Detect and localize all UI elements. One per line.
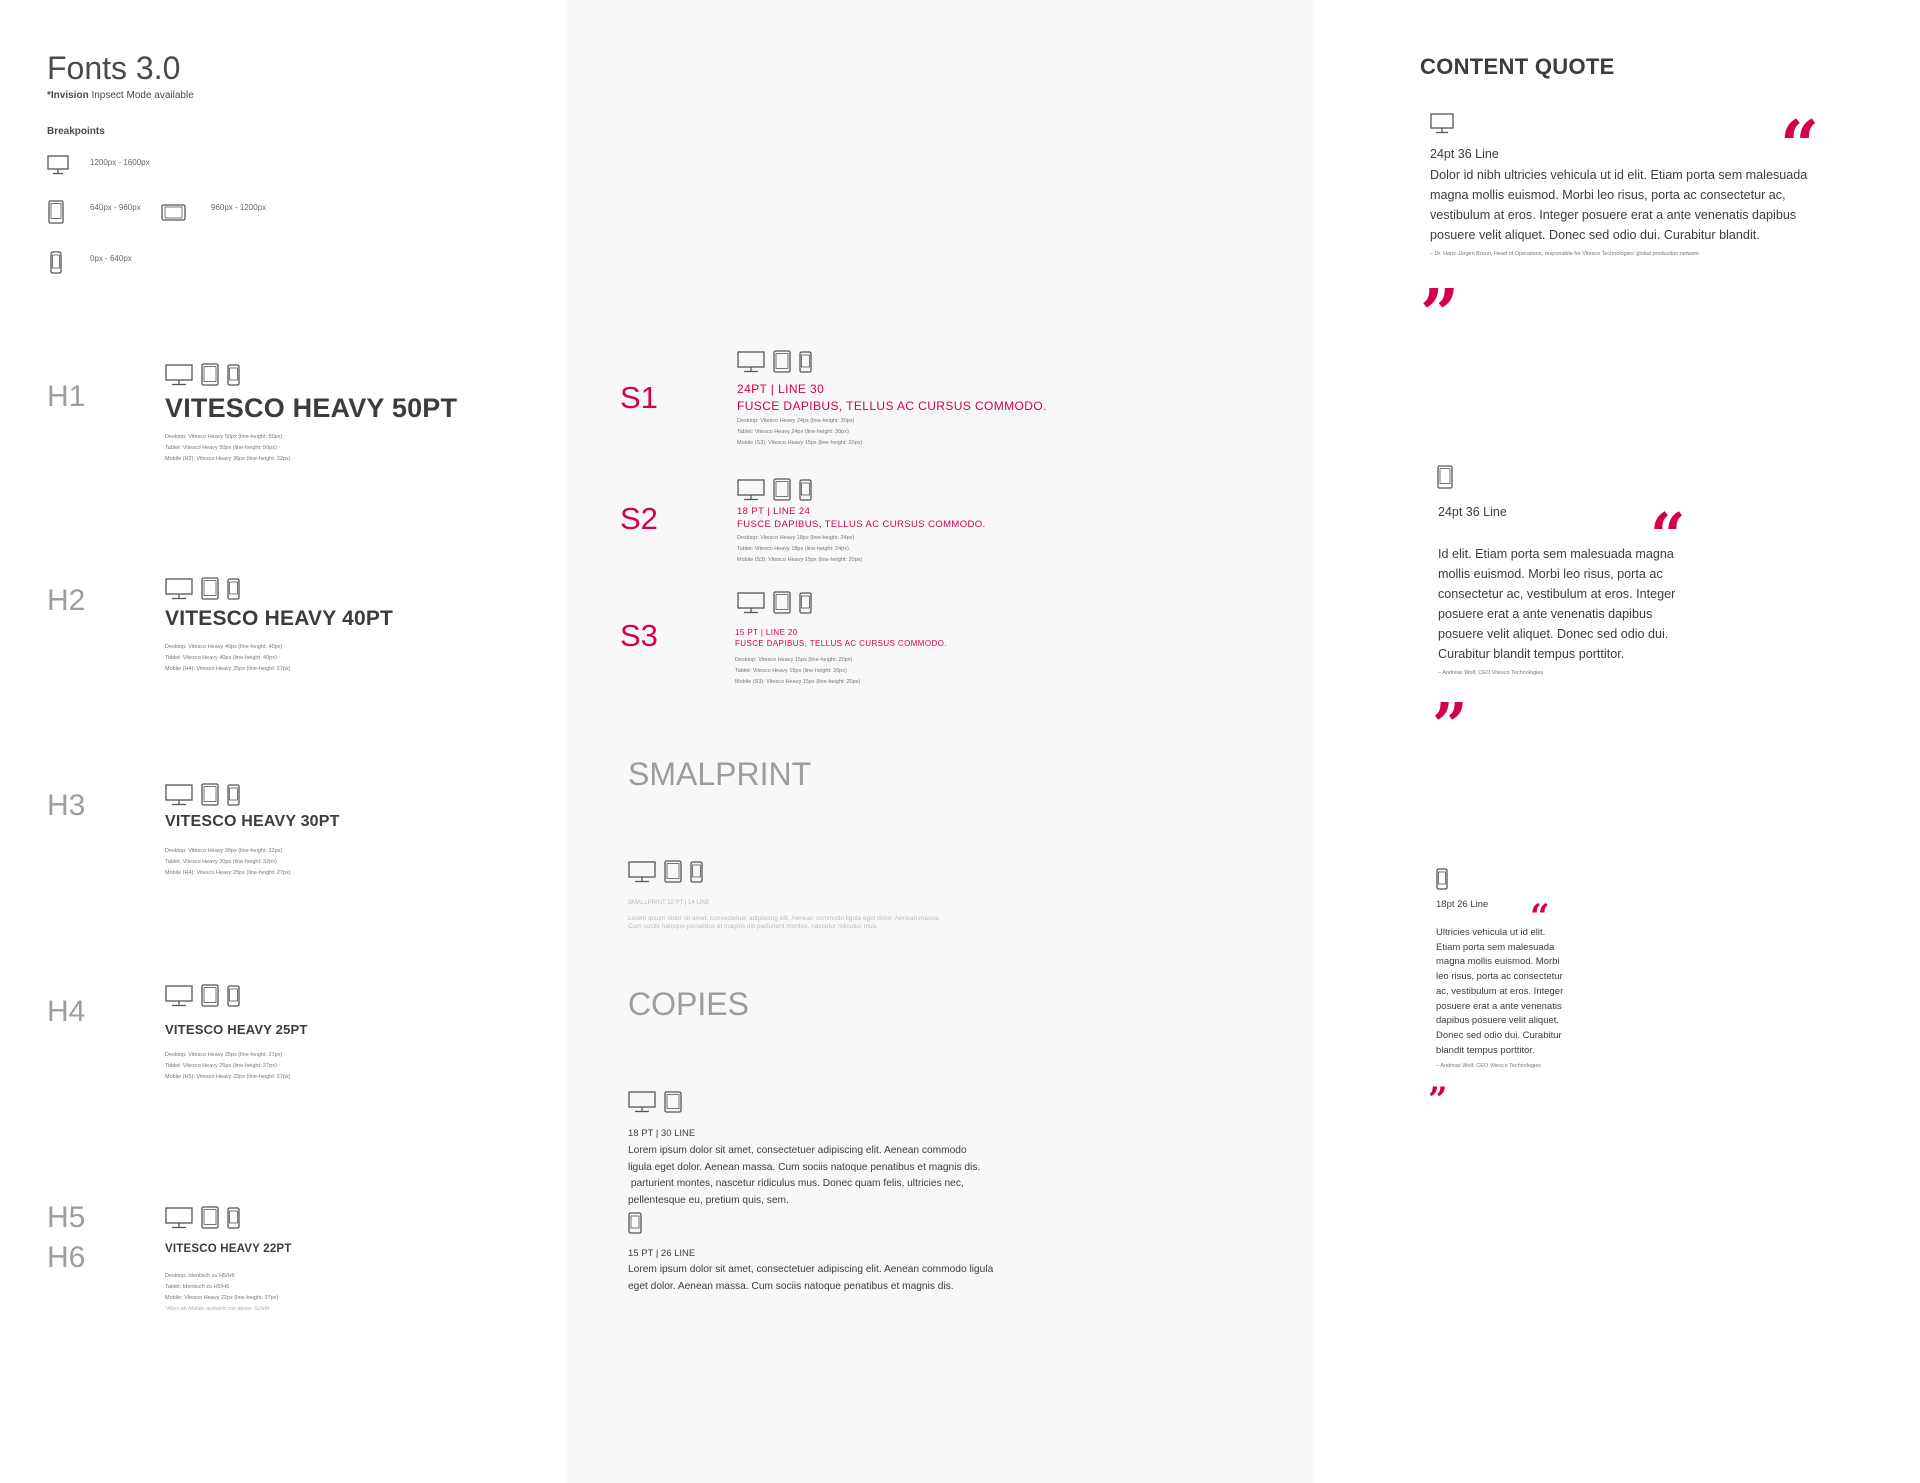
quote-mobile-caption: 18pt 26 Line	[1436, 899, 1489, 910]
h2-label: H2	[47, 584, 86, 617]
quote-line: Etiam porta sem malesuada	[1436, 941, 1555, 953]
spec-desktop: Desktop: Vitesco Heavy 24px (line-height: 30px)	[737, 418, 855, 424]
tablet-icon	[1437, 465, 1453, 489]
device-icons-h4	[165, 984, 240, 1007]
mobile-icon	[690, 861, 703, 883]
mobile-icon	[227, 1207, 240, 1229]
tablet-icon	[664, 860, 682, 883]
spec-tablet: Tablet: Vitesco Heavy 50px (line-height: 50px)	[165, 445, 277, 451]
spec-desktop: Desktop: Vitesco Heavy 15px (line-height: 20px)	[735, 657, 853, 663]
device-icons-s2	[737, 478, 812, 501]
desktop-icon	[165, 985, 193, 1007]
h2-sample: VITESCO HEAVY 40PT	[165, 607, 394, 630]
tablet-icon	[201, 363, 219, 386]
h4-sample: VITESCO HEAVY 25PT	[165, 1022, 308, 1037]
copies-title: COPIES	[628, 986, 749, 1022]
mobile-icon	[227, 364, 240, 386]
quote-desktop-body	[1430, 165, 1807, 245]
spec-tablet: Tablet: Vitesco Heavy 18px (line-height: 24px)	[737, 546, 849, 552]
spec-desktop: Desktop: Vitesco Heavy 18px (line-height: 24px)	[737, 535, 855, 541]
device-icons-copies	[628, 1091, 682, 1113]
smallprint-caption: SMALLPRINT 12 PT | 14 LINE	[628, 900, 710, 906]
spec-desktop: Desktop: Vitesco Heavy 25px (line-height: 27px)	[165, 1052, 283, 1058]
inspect-note-bold: *Invision	[47, 90, 89, 101]
desktop-icon	[165, 364, 193, 386]
h6-label: H6	[47, 1241, 86, 1274]
s1-size-line: 24PT | LINE 30	[737, 382, 825, 396]
spec-mobile: Mobile (S3): Vitesco Heavy 15px (line-height: 20px)	[737, 557, 863, 563]
device-icons-h5h6	[165, 1206, 240, 1229]
copy-line: Lorem ipsum dolor sit amet, consectetuer adipiscing elit. Aenean commodo	[628, 1145, 967, 1156]
desktop-icon	[47, 155, 69, 175]
mobile-icon	[50, 251, 62, 274]
mobile-icon	[227, 578, 240, 600]
spec-desktop: Desktop: Vitesco Heavy 40px (line-height: 40px)	[165, 644, 283, 650]
quote-mobile-attribution: – Andreas Wolf, CEO Vitesco Technologies	[1436, 1063, 1542, 1069]
device-icons-h3	[165, 783, 240, 806]
mobile-icon	[227, 784, 240, 806]
h5h6-sample: VITESCO HEAVY 22PT	[165, 1243, 292, 1255]
spec-mobile: Mobile (H2): Vitesco Heavy 30px (line-height: 32px)	[165, 456, 291, 462]
page-title: Fonts 3.0	[47, 50, 181, 86]
desktop-icon	[737, 479, 765, 501]
quote-line: blandit tempus porttitor.	[1436, 1044, 1535, 1056]
s1-label: S1	[620, 380, 658, 415]
s1-specs	[737, 416, 862, 449]
tablet-icon	[48, 200, 64, 224]
desktop-icon	[165, 1207, 193, 1229]
quote-line: leo risus, porta ac consectetur	[1436, 971, 1563, 983]
copy-line: ligula eget dolor. Aenean massa. Cum sociis natoque penatibus et magnis dis.	[628, 1161, 981, 1173]
breakpoint-tablet-landscape-range: 960px - 1200px	[211, 203, 267, 212]
desktop-icon	[628, 1091, 656, 1113]
spec-tablet: Tablet: Vitesco Heavy 24px (line-height: 30px)	[737, 429, 849, 435]
h4-label: H4	[47, 995, 86, 1028]
spec-mobile: Mobile (H4): Vitesco Heavy 25px (line-height: 27px)	[165, 666, 291, 672]
device-icons-s3	[737, 591, 812, 614]
tablet-icon	[201, 984, 219, 1007]
s3-label: S3	[620, 618, 658, 653]
mobile-icon	[628, 1212, 642, 1234]
spec-mobile: Mobile (H5): Vitesco Heavy 22px (line-height: 27px)	[165, 1074, 291, 1080]
quote-line: posuere velit aliquet. Donec sed odio dui. Curabitur blandit.	[1430, 228, 1760, 242]
quote-tablet-caption: 24pt 36 Line	[1438, 505, 1507, 519]
copies-large-caption: 18 PT | 30 LINE	[628, 1128, 696, 1139]
inspect-note-text: Inpsect Mode available	[88, 90, 194, 101]
quote-line: consectetur ac, vestibulum at eros. Integer	[1438, 587, 1676, 601]
spec-desktop: Desktop: Vitesco Heavy 30px (line-height: 32px)	[165, 848, 283, 854]
h1-specs	[165, 432, 291, 465]
s3-sample-line: FUSCE DAPIBUS, TELLUS AC CURSUS COMMODO.	[735, 639, 947, 648]
spec-tablet: Tablet: Vitesco Heavy 15px (line-height: 20px)	[735, 668, 847, 674]
quote-line: Dolor id nibh ultricies vehicula ut id elit. Etiam porta sem malesuada	[1430, 168, 1808, 182]
middle-panel	[567, 0, 1313, 1483]
copy-line: parturient montes, nascetur ridiculus mus. Donec quam felis, ultricies nec,	[628, 1178, 964, 1190]
h3-sample: VITESCO HEAVY 30PT	[165, 813, 340, 830]
quote-line: magna mollis euismod. Morbi leo risus, porta ac consectetur ac,	[1430, 188, 1786, 202]
quote-line: mollis euismod. Morbi leo risus, porta ac	[1438, 567, 1663, 581]
copies-small-caption: 15 PT | 26 LINE	[628, 1248, 696, 1259]
desktop-icon	[737, 351, 765, 373]
s2-specs	[737, 533, 862, 566]
quote-desktop-caption: 24pt 36 Line	[1430, 147, 1499, 161]
breakpoint-mobile-range: 0px - 640px	[90, 254, 132, 263]
spec-tablet: Tablet: Vitesco Heavy 25px (line-height: 27px)	[165, 1063, 277, 1069]
quote-close-mark: ”	[1420, 275, 1460, 355]
quote-line: Id elit. Etiam porta sem malesuada magna	[1438, 547, 1674, 561]
mobile-icon	[799, 592, 812, 614]
breakpoint-tablet-portrait-range: 640px - 960px	[90, 203, 141, 212]
inspect-note	[47, 90, 194, 101]
content-quote-title: CONTENT QUOTE	[1420, 54, 1615, 79]
tablet-icon	[201, 1206, 219, 1229]
smallprint-body	[628, 915, 940, 931]
quote-close-mark: ”	[1432, 689, 1468, 762]
quote-line: magna mollis euismod. Morbi	[1436, 956, 1560, 968]
spec-mobile: Mobile (H4): Vitesco Heavy 25px (line-height: 27px)	[165, 870, 291, 876]
s2-sample-line: FUSCE DAPIBUS, TELLUS AC CURSUS COMMODO.	[737, 519, 986, 530]
tablet-icon	[773, 478, 791, 501]
mobile-icon	[799, 351, 812, 373]
device-icons-h1	[165, 363, 240, 386]
quote-desktop-attribution: – Dr. Hans-Jürgen Braun, Head of Operations, responsible for Vitesco Technologies' global production network	[1430, 251, 1699, 257]
quote-open-mark: “	[1530, 897, 1550, 937]
mobile-icon	[227, 985, 240, 1007]
quote-mobile-body	[1436, 926, 1563, 1058]
h5h6-specs	[165, 1271, 278, 1315]
spec-tablet: Tablet: Identisch zu H5/H6	[165, 1284, 230, 1290]
breakpoints-heading: Breakpoints	[47, 126, 105, 137]
quote-tablet-attribution: – Andreas Wolf, CEO Vitesco Technologies	[1438, 670, 1544, 676]
spec-tablet: Tablet: Vitesco Heavy 40px (line-height: 40px)	[165, 655, 277, 661]
quote-line: ac, vestibulum at eros. Integer	[1436, 985, 1564, 997]
spec-desktop: Desktop: Identisch zu H5/H6	[165, 1273, 235, 1279]
mobile-icon	[1436, 868, 1448, 890]
quote-line: Donec sed odio dui. Curabitur	[1436, 1029, 1562, 1041]
s2-size-line: 18 PT | LINE 24	[737, 506, 811, 517]
quote-line: Ultricies vehicula ut id elit.	[1436, 927, 1546, 938]
spec-tablet: Tablet: Vitesco Heavy 30px (line-height: 32px)	[165, 859, 277, 865]
spec-mobile: Mobile: Vitesco Heavy 22px (line-height: 37px)	[165, 1295, 279, 1301]
h3-specs	[165, 846, 291, 879]
h5-label: H5	[47, 1201, 86, 1234]
quote-line: posuere erat a ante venenatis dapibus	[1438, 607, 1653, 621]
quote-line: posuere velit aliquet. Donec sed odio dui.	[1438, 627, 1669, 641]
h3-label: H3	[47, 789, 86, 822]
tablet-landscape-icon	[161, 204, 186, 221]
spec-mobile: Mobile (S3): Vitesco Heavy 15px (line-height: 20px)	[737, 440, 863, 446]
s2-label: S2	[620, 501, 658, 536]
s3-specs	[735, 655, 860, 688]
device-icons-h2	[165, 577, 240, 600]
tablet-icon	[773, 591, 791, 614]
spec-mobile: Mobile (S3): Vitesco Heavy 15px (line-height: 20px)	[735, 679, 861, 685]
tablet-icon	[773, 350, 791, 373]
device-icons-s1	[737, 350, 812, 373]
h4-specs	[165, 1050, 291, 1083]
quote-close-mark: ”	[1428, 1080, 1448, 1120]
smallprint-line: Cum sociis natoque penatibus et magnis dis parturient montes, nascetur ridiculus mus.	[628, 923, 878, 930]
quote-tablet-body	[1438, 544, 1675, 664]
quote-line: vestibulum at eros. Integer posuere erat a ante venenatis dapibus	[1430, 208, 1797, 222]
copy-line: eget dolor. Aenean massa. Cum sociis natoque penatibus et magnis dis.	[628, 1280, 954, 1292]
quote-open-mark: “	[1780, 106, 1820, 186]
quote-open-mark: “	[1650, 499, 1686, 572]
mobile-icon	[799, 479, 812, 501]
s3-size-line: 15 PT | LINE 20	[735, 628, 798, 637]
desktop-icon	[165, 578, 193, 600]
tablet-icon	[201, 577, 219, 600]
h1-sample: VITESCO HEAVY 50PT	[165, 393, 458, 423]
copy-line: pellentesque eu, pretium quis, sem.	[628, 1195, 789, 1207]
desktop-icon	[165, 784, 193, 806]
spec-desktop: Desktop: Vitesco Heavy 50px (line-height: 50px)	[165, 434, 283, 440]
copies-small-body	[628, 1262, 993, 1295]
s1-sample-line: FUSCE DAPIBUS, TELLUS AC CURSUS COMMODO.	[737, 399, 1047, 413]
device-icons-smallprint	[628, 860, 703, 883]
smallprint-line: Lorem ipsum dolor sit amet, consectetuer adipiscing elit. Aenean commodo ligula eget dolor. Aenean massa.	[628, 915, 940, 922]
copy-line: Lorem ipsum dolor sit amet, consectetuer adipiscing elit. Aenean commodo ligula	[628, 1264, 994, 1275]
quote-line: posuere erat a ante venenatis	[1436, 1000, 1562, 1012]
h2-specs	[165, 642, 291, 675]
desktop-icon	[1430, 113, 1454, 135]
tablet-icon	[664, 1091, 682, 1113]
breakpoint-desktop-range: 1200px - 1600px	[90, 158, 150, 167]
desktop-icon	[628, 861, 656, 883]
spec-note: *Alles ab Mobile aufwärts mit dieser Schrift	[165, 1306, 270, 1312]
quote-line: dapibus posuere velit aliquet.	[1436, 1015, 1560, 1027]
copies-large-body	[628, 1143, 980, 1210]
smallprint-title: SMALPRINT	[628, 756, 812, 792]
desktop-icon	[737, 592, 765, 614]
tablet-icon	[201, 783, 219, 806]
quote-line: Curabitur blandit tempus porttitor.	[1438, 647, 1625, 661]
h1-label: H1	[47, 380, 86, 413]
